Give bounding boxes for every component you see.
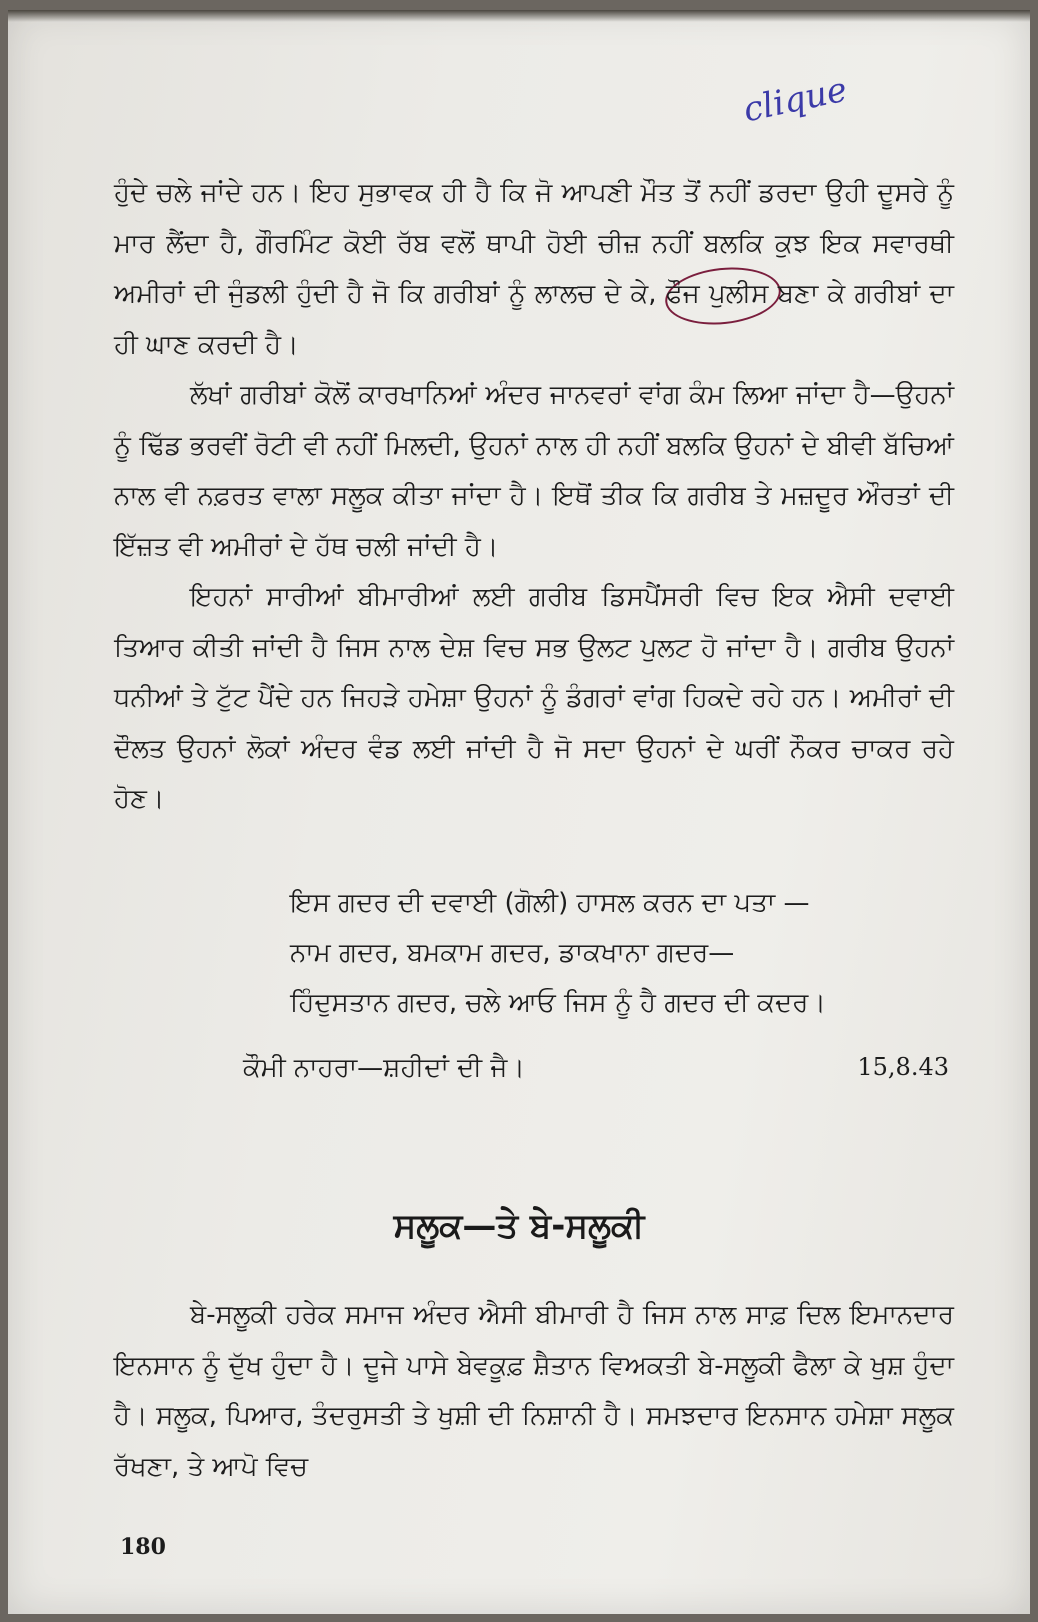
page-number: 180 [120, 1534, 166, 1560]
slogan-row [243, 1053, 949, 1084]
book-page [8, 10, 1030, 1614]
handwritten-annotation: clique [739, 69, 851, 131]
slogan: ਕੌਮੀ ਨਾਹਰਾ—ਸ਼ਹੀਦਾਂ ਦੀ ਜੈ। [243, 1053, 525, 1083]
body-text-top [114, 168, 954, 825]
date: 15,8.43 [857, 1053, 949, 1081]
verse-line-3: ਹਿੰਦੁਸਤਾਨ ਗਦਰ, ਚਲੇ ਆਓ ਜਿਸ ਨੂੰ ਹੈ ਗਦਰ ਦੀ ਕਦਰ। [290, 988, 826, 1018]
paragraph-1: ਹੁੰਦੇ ਚਲੇ ਜਾਂਦੇ ਹਨ। ਇਹ ਸੁਭਾਵਕ ਹੀ ਹੈ ਕਿ ਜੋ ਆਪਣੀ ਮੌਤ ਤੋਂ ਨਹੀਂ ਡਰਦਾ ਉਹੀ ਦੂਸਰੇ ਨੂੰ ਮਾਰ ਲੈਂਦਾ ਹੈ, ਗੌਰਮਿੰਟ ਕੋਈ ਰੱਬ ਵਲੋਂ ਥਾਪੀ ਹੋਈ ਚੀਜ਼ ਨਹੀਂ ਬਲਕਿ ਕੁਝ ਇਕ ਸਵਾਰਥੀ ਅਮੀਰਾਂ ਦੀ ਜੁੰਡਲੀ ਹੁੰਦੀ ਹੈ ਜੋ ਕਿ ਗਰੀਬਾਂ ਨੂੰ ਲਾਲਚ ਦੇ ਕੇ, ਫੌਜ ਪੁਲੀਸ ਬਣਾ ਕੇ ਗਰੀਬਾਂ ਦਾ ਹੀ ਘਾਣ ਕਰਦੀ ਹੈ। [114, 178, 954, 360]
verse-block [290, 878, 970, 1028]
paragraph-3: ਇਹਨਾਂ ਸਾਰੀਆਂ ਬੀਮਾਰੀਆਂ ਲਈ ਗਰੀਬ ਡਿਸਪੈਂਸਰੀ ਵਿਚ ਇਕ ਐਸੀ ਦਵਾਈ ਤਿਆਰ ਕੀਤੀ ਜਾਂਦੀ ਹੈ ਜਿਸ ਨਾਲ ਦੇਸ਼ ਵਿਚ ਸਭ ਉਲਟ ਪੁਲਟ ਹੋ ਜਾਂਦਾ ਹੈ। ਗਰੀਬ ਉਹਨਾਂ ਧਨੀਆਂ ਤੇ ਟੁੱਟ ਪੈਂਦੇ ਹਨ ਜਿਹੜੇ ਹਮੇਸ਼ਾ ਉਹਨਾਂ ਨੂੰ ਡੰਗਰਾਂ ਵਾਂਗ ਹਿਕਦੇ ਰਹੇ ਹਨ। ਅਮੀਰਾਂ ਦੀ ਦੌਲਤ ਉਹਨਾਂ ਲੋਕਾਂ ਅੰਦਰ ਵੰਡ ਲਈ ਜਾਂਦੀ ਹੈ ਜੋ ਸਦਾ ਉਹਨਾਂ ਦੇ ਘਰੀਂ ਨੌਕਰ ਚਾਕਰ ਰਹੇ ਹੋਣ। [114, 582, 954, 814]
verse-line-2: ਨਾਮ ਗਦਰ, ਬਮਕਾਮ ਗਦਰ, ਡਾਕਖਾਨਾ ਗਦਰ— [290, 938, 735, 968]
paragraph-2: ਲੱਖਾਂ ਗਰੀਬਾਂ ਕੋਲੋਂ ਕਾਰਖਾਨਿਆਂ ਅੰਦਰ ਜਾਨਵਰਾਂ ਵਾਂਗ ਕੰਮ ਲਿਆ ਜਾਂਦਾ ਹੈ—ਉਹਨਾਂ ਨੂੰ ਢਿੱਡ ਭਰਵੀਂ ਰੋਟੀ ਵੀ ਨਹੀਂ ਮਿਲਦੀ, ਉਹਨਾਂ ਨਾਲ ਹੀ ਨਹੀਂ ਬਲਕਿ ਉਹਨਾਂ ਦੇ ਬੀਵੀ ਬੱਚਿਆਂ ਨਾਲ ਵੀ ਨਫ਼ਰਤ ਵਾਲਾ ਸਲੂਕ ਕੀਤਾ ਜਾਂਦਾ ਹੈ। ਇਥੋਂ ਤੀਕ ਕਿ ਗਰੀਬ ਤੇ ਮਜ਼ਦੂਰ ਔਰਤਾਂ ਦੀ ਇੱਜ਼ਤ ਵੀ ਅਮੀਰਾਂ ਦੇ ਹੱਥ ਚਲੀ ਜਾਂਦੀ ਹੈ। [114, 380, 954, 562]
paragraph-4: ਬੇ-ਸਲੂਕੀ ਹਰੇਕ ਸਮਾਜ ਅੰਦਰ ਐਸੀ ਬੀਮਾਰੀ ਹੈ ਜਿਸ ਨਾਲ ਸਾਫ਼ ਦਿਲ ਇਮਾਨਦਾਰ ਇਨਸਾਨ ਨੂੰ ਦੁੱਖ ਹੁੰਦਾ ਹੈ। ਦੂਜੇ ਪਾਸੇ ਬੇਵਕੂਫ਼ ਸ਼ੈਤਾਨ ਵਿਅਕਤੀ ਬੇ-ਸਲੂਕੀ ਫੈਲਾ ਕੇ ਖੁਸ਼ ਹੁੰਦਾ ਹੈ। ਸਲੂਕ, ਪਿਆਰ, ਤੰਦਰੁਸਤੀ ਤੇ ਖੁਸ਼ੀ ਦੀ ਨਿਸ਼ਾਨੀ ਹੈ। ਸਮਝਦਾਰ ਇਨਸਾਨ ਹਮੇਸ਼ਾ ਸਲੂਕ ਰੱਖਣਾ, ਤੇ ਆਪੋ ਵਿਚ [114, 1300, 954, 1482]
body-text-bottom [114, 1290, 954, 1492]
verse-line-1: ਇਸ ਗਦਰ ਦੀ ਦਵਾਈ (ਗੋਲੀ) ਹਾਸਲ ਕਰਨ ਦਾ ਪਤਾ — [290, 888, 810, 918]
section-heading: ਸਲੂਕ—ਤੇ ਬੇ-ਸਲੂਕੀ [393, 1206, 645, 1246]
